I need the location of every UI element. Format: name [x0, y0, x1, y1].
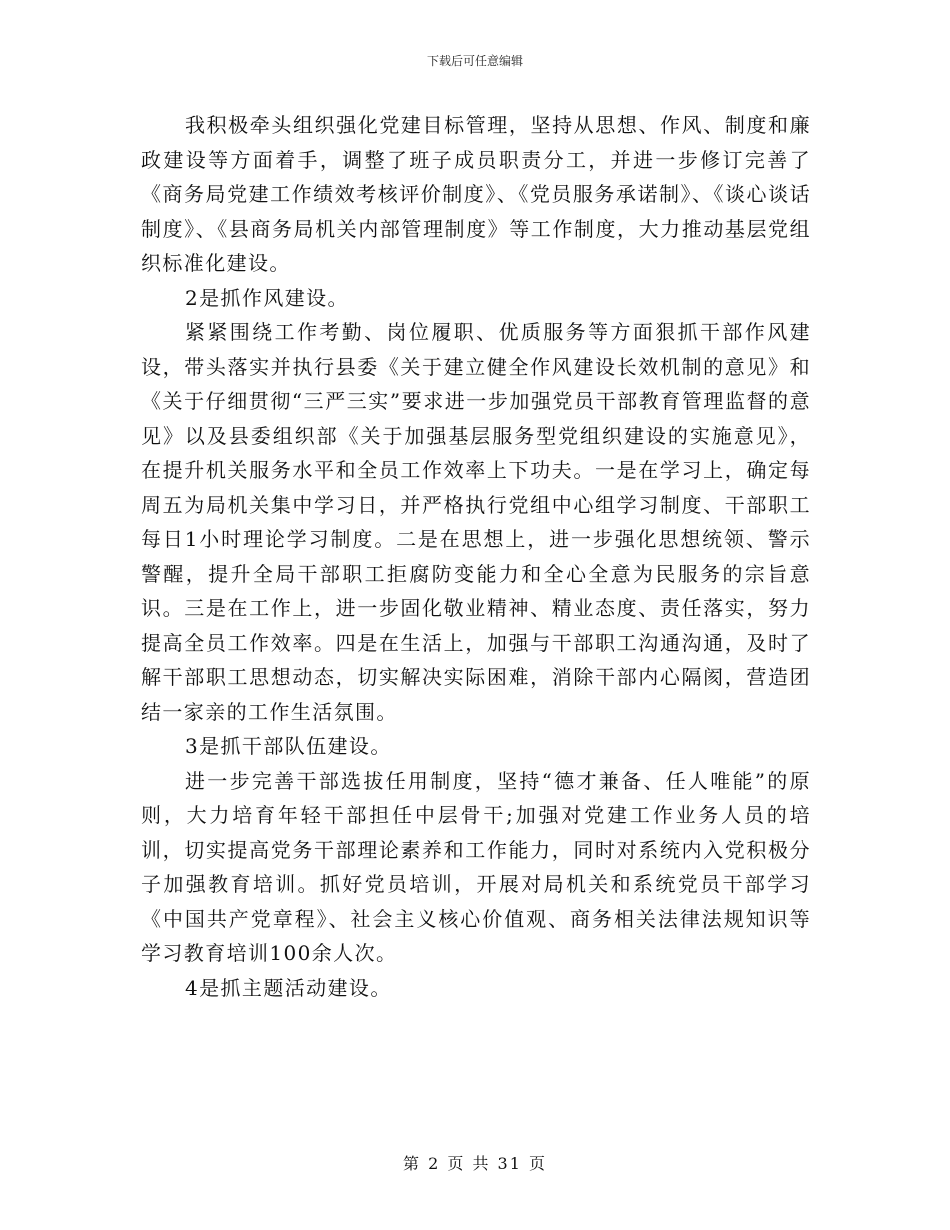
paragraph-cadre-team: 进一步完善干部选拔任用制度，坚持“德才兼备、任人唯能”的原则，大力培育年轻干部担任中层骨干;加强对党建工作业务人员的培训，切实提高党务干部理论素养和工作能力，同时对系统内入党积极分子加强教育培训。抓好党员培训，开展对局机关和系统党员干部学习《中国共产党章程》、社会主义核心价值观、商务相关法律法规知识等学习教育培训100余人次。: [141, 768, 811, 965]
document-body: [141, 108, 811, 1005]
heading-work-style: 2是抓作风建设。: [185, 285, 349, 310]
paragraph-party-building-management: 我积极牵头组织强化党建目标管理，坚持从思想、作风、制度和廉政建设等方面着手，调整了班子成员职责分工，并进一步修订完善了《商务局党建工作绩效考核评价制度》、《党员服务承诺制》、《谈心谈话制度》、《县商务局机关内部管理制度》等工作制度，大力推动基层党组织标准化建设。: [141, 113, 811, 275]
header-note: 下载后可任意编辑: [426, 54, 523, 68]
page-number: 第 2 页 共 31 页: [403, 1154, 547, 1173]
paragraph-work-style: 紧紧围绕工作考勤、岗位履职、优质服务等方面狠抓干部作风建设，带头落实并执行县委《关于建立健全作风建设长效机制的意见》和《关于仔细贯彻“三严三实”要求进一步加强党员干部教育管理监督的意见》以及县委组织部《关于加强基层服务型党组织建设的实施意见》，在提升机关服务水平和全员工作效率上下功夫。一是在学习上，确定每周五为局机关集中学习日，并严格执行党组中心组学习制度、干部职工每日1小时理论学习制度。二是在思想上，进一步强化思想统领、警示警醒，提升全局干部职工拒腐防变能力和全心全意为民服务的宗旨意识。三是在工作上，进一步固化敬业精神、精业态度、责任落实，努力提高全员工作效率。四是在生活上，加强与干部职工沟通沟通，及时了解干部职工思想动态，切实解决实际困难，消除干部内心隔阂，营造团结一家亲的工作生活氛围。: [141, 320, 811, 724]
heading-theme-activities: 4是抓主题活动建设。: [185, 975, 392, 1000]
heading-cadre-team: 3是抓干部队伍建设。: [185, 734, 392, 758]
